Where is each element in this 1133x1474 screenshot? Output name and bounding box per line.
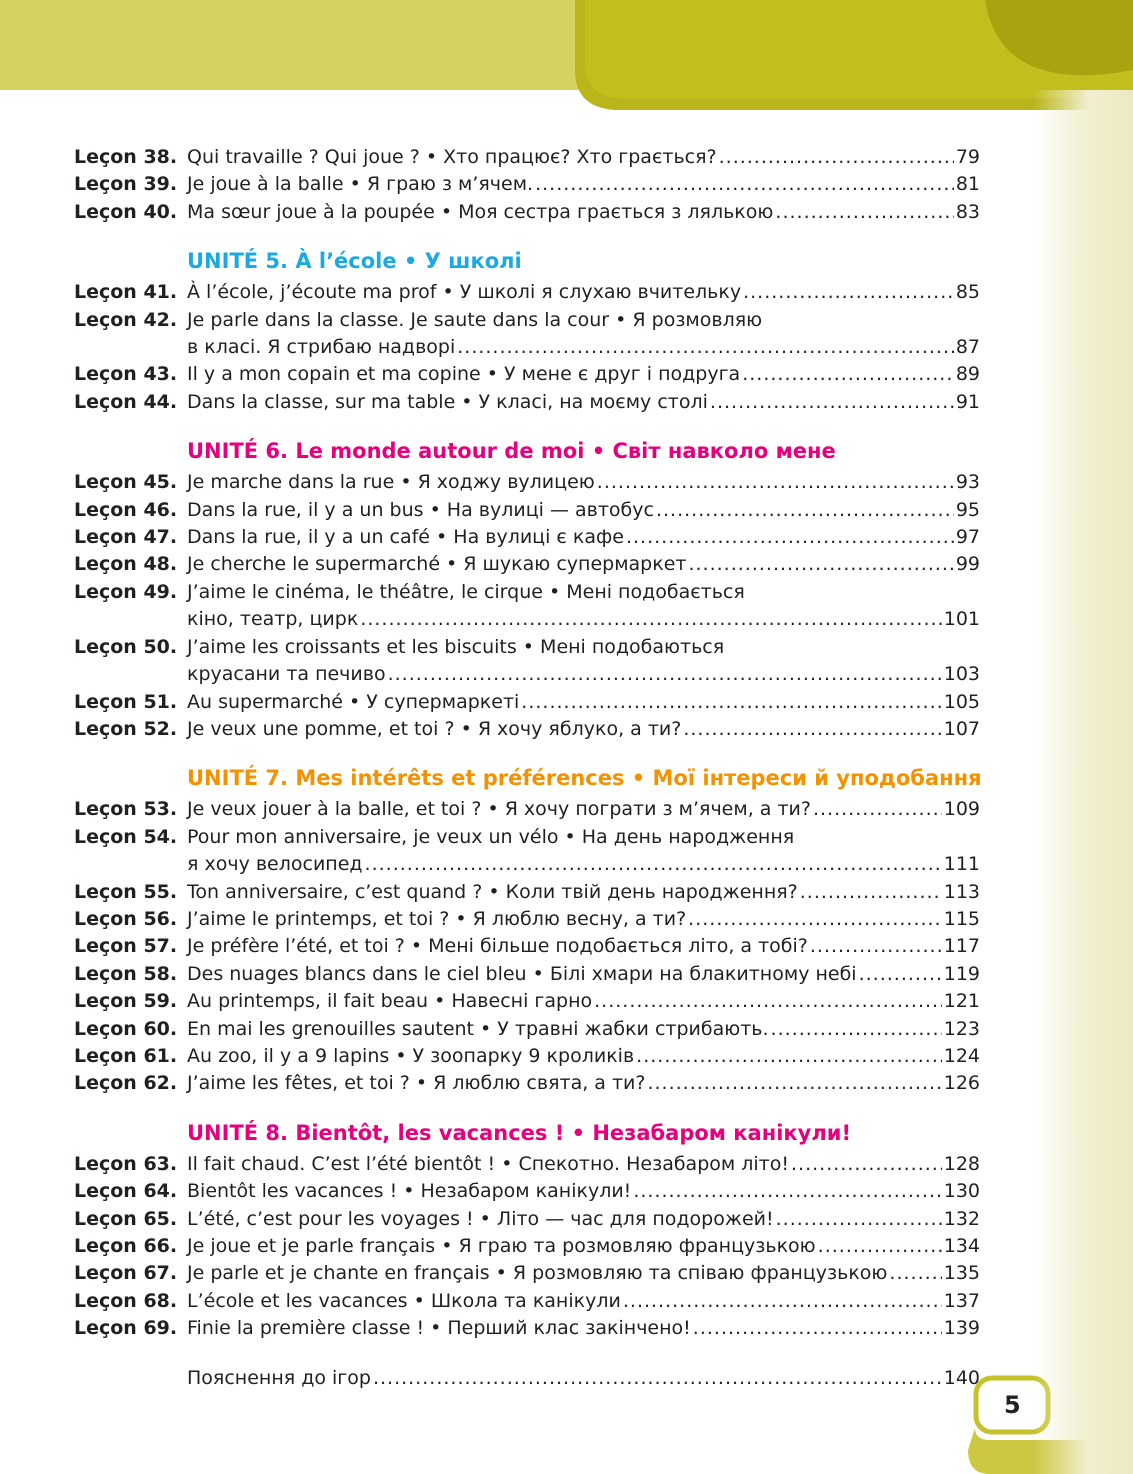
toc-entry	[74, 796, 980, 823]
lesson-line	[187, 307, 980, 334]
toc-entry	[74, 1315, 980, 1342]
toc-entry	[74, 307, 980, 362]
dot-leader	[776, 1206, 942, 1233]
lesson-line	[187, 879, 980, 906]
toc-entry	[74, 961, 980, 988]
lesson-body	[187, 1206, 980, 1233]
lesson-title: круасани та печиво	[187, 663, 386, 686]
lesson-line	[187, 606, 980, 633]
lesson-body	[187, 144, 980, 171]
lesson-title: Finie la première classe ! • Перший клас закінчено!	[187, 1317, 691, 1340]
lesson-label: Leçon 43.	[74, 363, 178, 386]
dot-leader	[818, 1233, 942, 1260]
dot-leader	[360, 606, 941, 633]
lesson-body	[187, 933, 980, 960]
lesson-line	[187, 361, 980, 388]
table-of-contents	[74, 144, 980, 1392]
lesson-label: Leçon 58.	[74, 962, 178, 985]
lesson-body	[187, 1315, 980, 1342]
dot-leader	[813, 796, 942, 823]
lesson-label: Leçon 63.	[74, 1152, 178, 1175]
lesson-title: J’aime le cinéma, le théâtre, le cirque • Мені подобається	[187, 580, 745, 603]
lesson-body	[187, 279, 980, 306]
dot-leader	[636, 1043, 942, 1070]
dot-leader	[775, 199, 953, 226]
toc-entry	[74, 1151, 980, 1178]
lesson-title: L’été, c’est pour les voyages ! • Літо — час для подорожей!	[187, 1207, 774, 1230]
lesson-label: Leçon 56.	[74, 907, 178, 930]
dot-leader	[521, 689, 941, 716]
lesson-title: Je préfère l’été, et toi ? • Мені більше подобається літо, а тобі?	[187, 935, 808, 958]
page-ref: 132	[943, 1207, 980, 1230]
lesson-line	[187, 906, 980, 933]
lesson-title: Ma sœur joue à la poupée • Моя сестра грається з лялькою	[187, 200, 774, 223]
lesson-title: Je veux jouer à la balle, et toi ? • Я хочу пограти з м’ячем, а ти?	[187, 798, 811, 821]
lesson-body	[187, 716, 980, 743]
lesson-line	[187, 851, 980, 878]
page-ref: 117	[943, 935, 980, 958]
page-ref: 89	[955, 363, 980, 386]
lesson-line	[187, 988, 980, 1015]
toc-entry	[74, 551, 980, 578]
lesson-body	[187, 634, 980, 689]
lesson-label: Leçon 57.	[74, 935, 178, 958]
lesson-label: Leçon 54.	[74, 825, 178, 848]
dot-leader	[623, 1288, 942, 1315]
page-ref: 85	[955, 281, 980, 304]
lesson-label: Leçon 61.	[74, 1044, 178, 1067]
lesson-label: Leçon 46.	[74, 498, 178, 521]
lesson-line	[187, 144, 980, 171]
toc-entry	[74, 1365, 980, 1392]
lesson-label: Leçon 52.	[74, 717, 178, 740]
spacer	[74, 1343, 980, 1365]
lesson-label: Leçon 41.	[74, 281, 178, 304]
lesson-body	[187, 961, 980, 988]
unit-heading: UNITÉ 7. Mes intérêts et préférences • Мої інтереси й уподобання	[187, 766, 982, 791]
toc-entry	[74, 389, 980, 416]
lesson-line	[187, 1151, 980, 1178]
lesson-title: Je parle et je chante en français • Я розмовляю та співаю французькою	[187, 1262, 888, 1285]
lesson-label: Leçon 39.	[74, 173, 178, 196]
toc-entry	[74, 906, 980, 933]
lesson-label: Leçon 69.	[74, 1317, 178, 1340]
page-ref: 81	[955, 173, 980, 196]
lesson-line	[187, 551, 980, 578]
lesson-line	[187, 824, 980, 851]
lesson-title: Ton anniversaire, c’est quand ? • Коли твій день народження?	[187, 880, 798, 903]
lesson-body	[187, 171, 980, 198]
lesson-title: Il fait chaud. C’est l’été bientôt ! • Спекотно. Незабаром літо!	[187, 1152, 789, 1175]
lesson-line	[187, 1016, 980, 1043]
page-number: 5	[1004, 1391, 1021, 1419]
lesson-label: Leçon 62.	[74, 1072, 178, 1095]
lesson-label: Leçon 49.	[74, 580, 178, 603]
lesson-body	[187, 1016, 980, 1043]
toc-entry	[74, 497, 980, 524]
lesson-body	[187, 1365, 980, 1392]
unit-heading: UNITÉ 5. À l’école • У школі	[187, 249, 522, 274]
lesson-body	[187, 497, 980, 524]
lesson-title: Au supermarché • У супермаркеті	[187, 690, 520, 713]
dot-leader	[889, 1260, 941, 1287]
lesson-body	[187, 389, 980, 416]
dot-leader	[719, 144, 954, 171]
dot-leader	[597, 469, 954, 496]
lesson-label: Leçon 51.	[74, 690, 178, 713]
toc-entry	[74, 933, 980, 960]
lesson-body	[187, 469, 980, 496]
lesson-line	[187, 716, 980, 743]
dot-leader	[810, 933, 942, 960]
dot-leader	[683, 716, 941, 743]
lesson-label: Leçon 67.	[74, 1262, 178, 1285]
lesson-line	[187, 389, 980, 416]
page-ref: 135	[943, 1262, 980, 1285]
page-ref: 93	[955, 471, 980, 494]
dot-leader	[859, 961, 942, 988]
dot-leader	[791, 1151, 942, 1178]
lesson-title: À l’école, j’écoute ma prof • У школі я слухаю вчительку	[187, 281, 742, 304]
toc-entry	[74, 1043, 980, 1070]
lesson-label: Leçon 38.	[74, 146, 178, 168]
lesson-body	[187, 551, 980, 578]
page-ref: 79	[955, 146, 980, 168]
toc-entry	[74, 1233, 980, 1260]
lesson-body	[187, 1260, 980, 1287]
dot-leader	[594, 988, 942, 1015]
toc-entry	[74, 199, 980, 226]
lesson-title: Qui travaille ? Qui joue ? • Хто працює? Хто грається?	[187, 146, 717, 168]
lesson-label: Leçon 60.	[74, 1017, 178, 1040]
lesson-line	[187, 199, 980, 226]
page-ref: 124	[943, 1044, 980, 1067]
lesson-title: Je joue à la balle • Я граю з м’ячем.	[187, 173, 534, 196]
lesson-title: Bientôt les vacances ! • Незабаром канікули!	[187, 1180, 632, 1203]
lesson-label: Leçon 64.	[74, 1180, 178, 1203]
lesson-body	[187, 1178, 980, 1205]
toc-entry	[74, 1178, 980, 1205]
page-ref: 140	[943, 1366, 980, 1389]
lesson-title: J’aime les fêtes, et toi ? • Я люблю свята, а ти?	[187, 1072, 646, 1095]
lesson-title: Pour mon anniversaire, je veux un vélo • На день народження	[187, 825, 795, 848]
lesson-body	[187, 1043, 980, 1070]
unit-heading: UNITÉ 6. Le monde autour de moi • Світ навколо мене	[187, 439, 836, 464]
dot-leader	[688, 906, 942, 933]
lesson-title: кіно, театр, цирк	[187, 608, 359, 631]
lesson-label: Leçon 66.	[74, 1235, 178, 1257]
dot-leader	[626, 524, 954, 551]
toc-entry	[74, 579, 980, 634]
page-ref: 137	[943, 1289, 980, 1312]
dot-leader	[388, 661, 942, 688]
lesson-body	[187, 524, 980, 551]
lesson-label: Leçon 53.	[74, 798, 178, 821]
dot-leader	[800, 879, 942, 906]
page-ref: 130	[943, 1180, 980, 1203]
lesson-title: Пояснення до ігор	[187, 1366, 371, 1389]
toc-entry	[74, 171, 980, 198]
page-ref: 113	[943, 880, 980, 903]
dot-leader	[535, 171, 954, 198]
lesson-line	[187, 469, 980, 496]
lesson-label: Leçon 48.	[74, 553, 178, 576]
lesson-title: я хочу велосипед	[187, 853, 363, 876]
toc-entry	[74, 716, 980, 743]
lesson-title: Au printemps, il fait beau • Навесні гарно	[187, 990, 593, 1013]
toc-entry	[74, 824, 980, 879]
side-band	[1033, 90, 1133, 1474]
lesson-label: Leçon 50.	[74, 635, 178, 658]
page-ref: 103	[943, 663, 980, 686]
page-ref: 126	[943, 1072, 980, 1095]
lesson-title: в класі. Я стрибаю надворі	[187, 336, 456, 359]
lesson-line	[187, 634, 980, 661]
lesson-title: L’école et les vacances • Школа та канікули	[187, 1289, 621, 1312]
page-ref: 121	[943, 990, 980, 1013]
lesson-body	[187, 796, 980, 823]
lesson-title: Je joue et je parle français • Я граю та розмовляю французькою	[187, 1235, 816, 1257]
dot-leader	[633, 1178, 941, 1205]
dot-leader	[693, 1315, 942, 1342]
page-ref: 97	[955, 526, 980, 549]
toc-entry	[74, 524, 980, 551]
lesson-title: Des nuages blancs dans le ciel bleu • Білі хмари на блакитному небі	[187, 962, 857, 985]
page-ref: 109	[943, 798, 980, 821]
lesson-line	[187, 961, 980, 988]
dot-leader	[710, 389, 954, 416]
lesson-line	[187, 279, 980, 306]
lesson-line	[187, 1365, 980, 1392]
lesson-body	[187, 1233, 980, 1260]
toc-entry	[74, 144, 980, 171]
toc-entry	[74, 361, 980, 388]
lesson-line	[187, 1043, 980, 1070]
lesson-body	[187, 1070, 980, 1097]
lesson-line	[187, 1260, 980, 1287]
lesson-label: Leçon 47.	[74, 526, 178, 549]
page-ref: 105	[943, 690, 980, 713]
lesson-body	[187, 689, 980, 716]
toc-entry	[74, 1260, 980, 1287]
lesson-label: Leçon 55.	[74, 880, 178, 903]
lesson-body	[187, 824, 980, 879]
lesson-line	[187, 796, 980, 823]
lesson-label: Leçon 40.	[74, 200, 178, 223]
lesson-title: Dans la rue, il y a un café • На вулиці є кафе	[187, 526, 624, 549]
page-ref: 111	[943, 853, 980, 876]
lesson-line	[187, 1070, 980, 1097]
toc-entry	[74, 469, 980, 496]
lesson-title: En mai les grenouilles sautent • У травні жабки стрибають.	[187, 1017, 769, 1040]
lesson-label: Leçon 65.	[74, 1207, 178, 1230]
lesson-line	[187, 1178, 980, 1205]
toc-entry	[74, 279, 980, 306]
lesson-title: Au zoo, il y a 9 lapins • У зоопарку 9 кроликів	[187, 1044, 635, 1067]
lesson-title: Je parle dans la classe. Je saute dans la cour • Я розмовляю	[187, 308, 763, 331]
lesson-label: Leçon 42.	[74, 308, 178, 331]
dot-leader	[647, 1070, 941, 1097]
lesson-body	[187, 361, 980, 388]
lesson-body	[187, 879, 980, 906]
lesson-line	[187, 1206, 980, 1233]
page-ref: 115	[943, 907, 980, 930]
lesson-body	[187, 988, 980, 1015]
lesson-line	[187, 1288, 980, 1315]
page-ref: 134	[943, 1235, 980, 1257]
lesson-line	[187, 1315, 980, 1342]
page-ref: 128	[943, 1152, 980, 1175]
toc-entry	[74, 1206, 980, 1233]
lesson-line	[187, 334, 980, 361]
lesson-body	[187, 1151, 980, 1178]
toc-entry	[74, 1070, 980, 1097]
lesson-line	[187, 1233, 980, 1260]
lesson-title: Il y a mon copain et ma copine • У мене є друг і подруга	[187, 363, 741, 386]
page-ref: 139	[943, 1317, 980, 1340]
toc-entry	[74, 1016, 980, 1043]
unit-heading: UNITÉ 8. Bientôt, les vacances ! • Незабаром канікули!	[187, 1120, 852, 1145]
page-ref: 101	[943, 608, 980, 631]
page-ref: 91	[955, 390, 980, 413]
lesson-title: J’aime les croissants et les biscuits • Мені подобаються	[187, 635, 725, 658]
dot-leader	[656, 497, 954, 524]
lesson-label: Leçon 45.	[74, 471, 178, 494]
dot-leader	[742, 361, 954, 388]
lesson-line	[187, 171, 980, 198]
page-ref: 99	[955, 553, 980, 576]
lesson-body	[187, 906, 980, 933]
lesson-title: Dans la classe, sur ma table • У класі, на моєму столі	[187, 390, 708, 413]
lesson-title: Je cherche le supermarché • Я шукаю супермаркет	[187, 553, 687, 576]
dot-leader	[743, 279, 954, 306]
lesson-label: Leçon 59.	[74, 990, 178, 1013]
lesson-title: Je veux une pomme, et toi ? • Я хочу яблуко, а ти?	[187, 717, 682, 740]
page-ref: 123	[943, 1017, 980, 1040]
lesson-body	[187, 307, 980, 362]
lesson-line	[187, 579, 980, 606]
page-ref: 119	[943, 962, 980, 985]
dot-leader	[688, 551, 953, 578]
toc-entry	[74, 879, 980, 906]
dot-leader	[365, 851, 942, 878]
lesson-line	[187, 497, 980, 524]
lesson-body	[187, 579, 980, 634]
lesson-title: J’aime le printemps, et toi ? • Я люблю весну, а ти?	[187, 907, 687, 930]
lesson-line	[187, 933, 980, 960]
dot-leader	[457, 334, 954, 361]
dot-leader	[373, 1365, 942, 1392]
page-ref: 83	[955, 200, 980, 223]
lesson-body	[187, 1288, 980, 1315]
lesson-line	[187, 689, 980, 716]
lesson-body	[187, 199, 980, 226]
dot-leader	[771, 1016, 942, 1043]
lesson-title: Dans la rue, il y a un bus • На вулиці — автобус	[187, 498, 654, 521]
lesson-title: Je marche dans la rue • Я ходжу вулицею	[187, 471, 595, 494]
lesson-label: Leçon 44.	[74, 390, 178, 413]
lesson-line	[187, 661, 980, 688]
toc-entry	[74, 689, 980, 716]
toc-entry	[74, 1288, 980, 1315]
page-ref: 95	[955, 498, 980, 521]
lesson-line	[187, 524, 980, 551]
page-ref: 87	[955, 336, 980, 359]
toc-entry	[74, 988, 980, 1015]
toc-entry	[74, 634, 980, 689]
lesson-label: Leçon 68.	[74, 1289, 178, 1312]
page-ref: 107	[943, 717, 980, 740]
